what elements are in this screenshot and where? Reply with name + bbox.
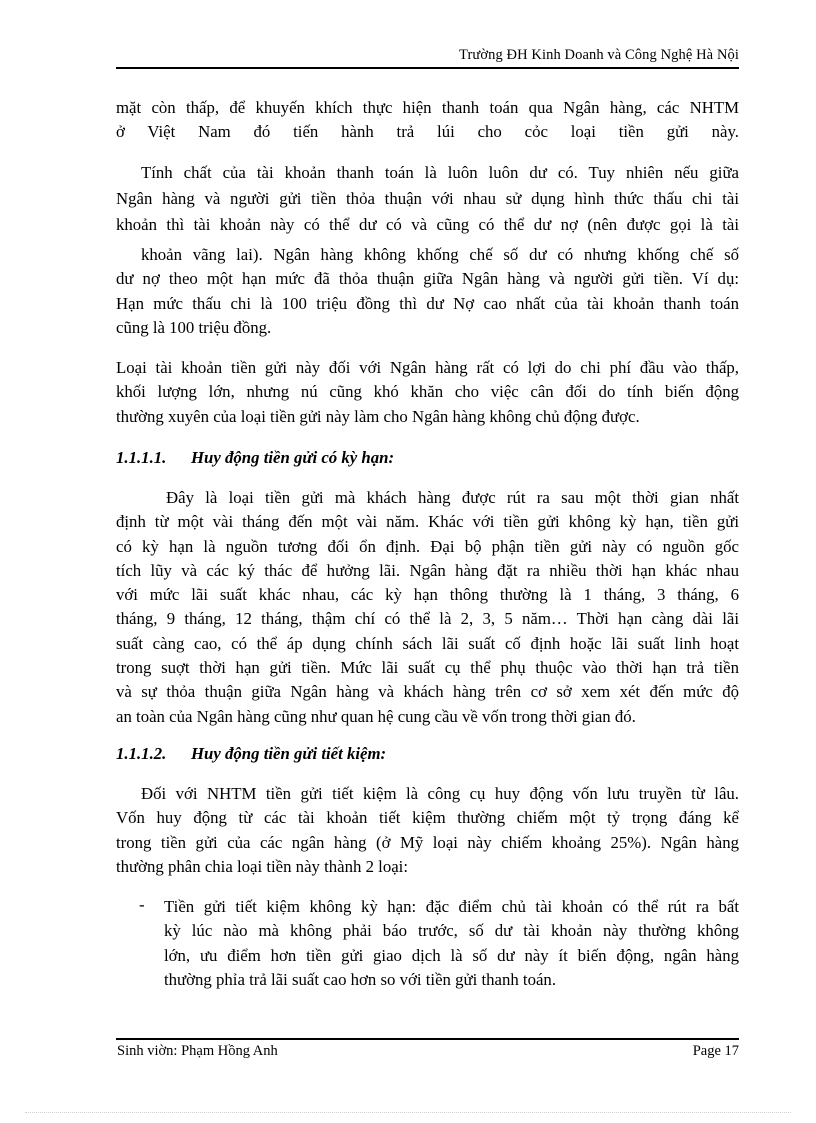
footer-author: Sinh viờn: Phạm Hồng Anh bbox=[117, 1043, 278, 1059]
text-line: và sự thỏa thuận giữa Ngân hàng và khách hàng trên cơ sở xem xét đến mức độ bbox=[116, 682, 739, 702]
text-line: thường phỉa trả lãi suất cao hơn so với tiền gửi thanh toán. bbox=[164, 969, 557, 989]
text-line: trong tiền gửi của các ngân hàng (ở Mỹ loại này chiếm khoảng 25%). Ngân hàng bbox=[116, 832, 739, 852]
paragraph-4 bbox=[116, 356, 739, 429]
text-line: tháng, 9 tháng, 12 tháng, thậm chí có thể là 2, 3, 5 năm… Thời hạn càng dài lãi bbox=[116, 609, 739, 629]
text-line: Loại tài khoản tiền gửi này đối với Ngân hàng rất có lợi do chi phí đầu vào thấp, bbox=[116, 358, 739, 377]
text-line: khối lượng lớn, nhưng nú cũng khó khăn cho việc cân đối do tính biến động bbox=[116, 382, 739, 402]
text-line: dư nợ theo một hạn mức đã thỏa thuận giữa Ngân hàng và người gửi tiền. Ví dụ: bbox=[116, 269, 739, 289]
footer-divider bbox=[116, 1038, 739, 1040]
paragraph-2 bbox=[116, 160, 739, 238]
text-line: khoản thì tài khoản này có thể dư có và cũng có thể dư nợ (nên được gọi là tài bbox=[116, 215, 739, 234]
text-line: Đối với NHTM tiền gửi tiết kiệm là công cụ huy động vốn lưu truyền từ lâu. bbox=[141, 784, 739, 803]
text-line: khoản vãng lai). Ngân hàng không khống chế số dư có nhưng khống chế số bbox=[141, 245, 739, 264]
text-line: thường phân chia loại tiền này thành 2 loại: bbox=[116, 856, 408, 876]
text-line: suất càng cao, có thể áp dụng chính sách lãi suất cố định hoặc lãi suất linh hoạt bbox=[116, 633, 739, 653]
text-line: Ngân hàng và người gửi tiền thỏa thuận với nhau sử dụng hình thức thấu chi tài bbox=[116, 189, 739, 208]
text-line: trong suợt thời hạn gửi tiền. Mức lãi suất cụ thể phụ thuộc vào thời hạn trả tiền bbox=[116, 658, 739, 678]
text-line: an toàn của Ngân hàng cũng như quan hệ cung cầu về vốn trong thời gian đó. bbox=[116, 706, 636, 726]
heading-title: Huy động tiền gửi có kỳ hạn: bbox=[191, 448, 395, 467]
paragraph-6 bbox=[116, 782, 739, 879]
heading-number: 1.1.1.2. bbox=[116, 744, 167, 763]
text-line: Tiền gửi tiết kiệm không kỳ hạn: đặc điểm chủ tài khoản có thể rút ra bất bbox=[164, 897, 739, 916]
header-divider bbox=[116, 67, 739, 69]
text-line: có kỳ hạn là nguồn tương đối ổn định. Đại bộ phận tiền gửi này có nguồn gốc bbox=[116, 536, 739, 556]
text-line: ở Việt Nam đó tiến hành trả lúi cho cỏc loại tiền gửi này. bbox=[116, 122, 739, 142]
bullet-item-1 bbox=[164, 895, 739, 992]
text-line: tích lũy và các ký thác để hưởng lãi. Ngân hàng đặt ra nhiều thời hạn khác nhau bbox=[116, 560, 739, 580]
paragraph-5 bbox=[116, 486, 739, 729]
text-line: cũng là 100 triệu đồng. bbox=[116, 317, 272, 337]
text-line: với mức lãi suất khác nhau, các kỳ hạn thông thường là 1 tháng, 3 tháng, 6 bbox=[116, 585, 739, 605]
text-line: Đây là loại tiền gửi mà khách hàng được rút ra sau một thời gian nhất bbox=[166, 488, 739, 507]
text-line: thường xuyên của loại tiền gửi này làm cho Ngân hàng không chủ động được. bbox=[116, 406, 640, 426]
text-line: mặt còn thấp, để khuyến khích thực hiện thanh toán qua Ngân hàng, các NHTM bbox=[116, 98, 739, 117]
section-heading-1 bbox=[116, 448, 394, 468]
text-line: Tính chất của tài khoản thanh toán là luôn luôn dư có. Tuy nhiên nếu giữa bbox=[141, 163, 739, 182]
paragraph-3 bbox=[116, 243, 739, 340]
text-line: định từ một vài tháng đến một vài năm. Khác với tiền gửi không kỳ hạn, tiền gửi bbox=[116, 512, 739, 532]
paragraph-1 bbox=[116, 96, 739, 145]
section-heading-2 bbox=[116, 744, 386, 764]
running-header: Trường ĐH Kinh Doanh và Công Nghệ Hà Nội bbox=[459, 47, 739, 63]
heading-title: Huy động tiền gửi tiết kiệm: bbox=[191, 744, 387, 763]
text-line: Vốn huy động từ các tài khoản tiết kiệm thường chiếm một tỷ trọng đáng kể bbox=[116, 808, 739, 828]
text-line: lớn, ưu điểm hơn tiền gửi giao dịch là số dư này ít biến động, ngân hàng bbox=[164, 945, 739, 965]
bullet-marker: - bbox=[139, 895, 145, 914]
page-boundary bbox=[25, 1112, 791, 1113]
text-line: Hạn mức thấu chi là 100 triệu đồng thì dư Nợ cao nhất của tài khoản thanh toán bbox=[116, 293, 739, 313]
text-line: kỳ lúc nào mà không phải báo trước, số dư tài khoản này thường không bbox=[164, 921, 739, 941]
page-number: Page 17 bbox=[692, 1043, 739, 1059]
heading-number: 1.1.1.1. bbox=[116, 448, 167, 467]
